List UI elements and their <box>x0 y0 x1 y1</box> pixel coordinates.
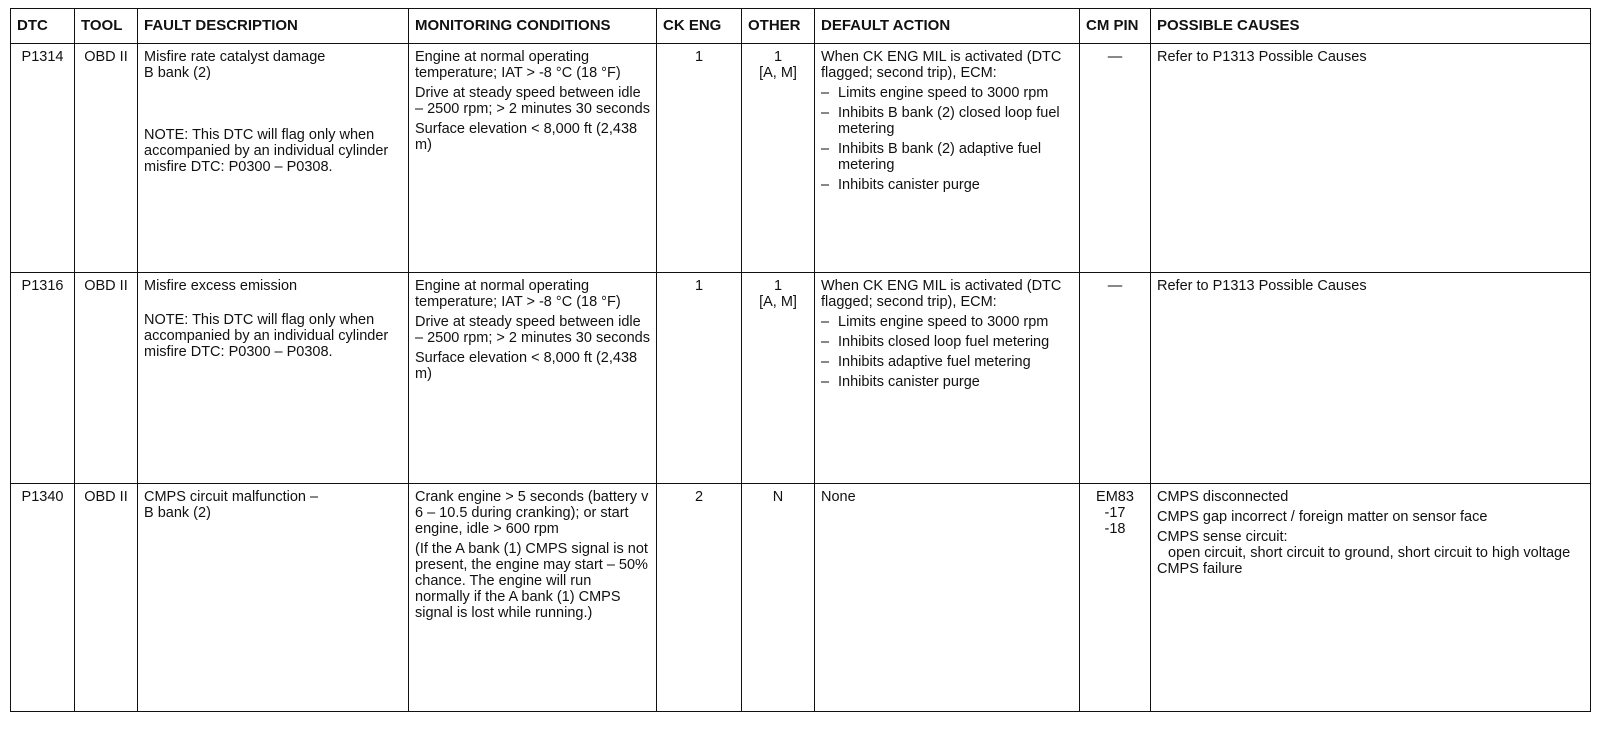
header-fault-description: FAULT DESCRIPTION <box>138 9 409 44</box>
tool-cell: OBD II <box>75 44 138 273</box>
default-action-text: Inhibits canister purge <box>838 374 980 390</box>
possible-causes-cell <box>1151 484 1591 712</box>
default-action-intro: When CK ENG MIL is activated (DTC flagged; second trip), ECM: <box>821 278 1062 310</box>
default-action-item <box>821 85 1073 101</box>
fault-description-cell <box>138 44 409 273</box>
header-default-action: DEFAULT ACTION <box>815 9 1080 44</box>
other-value: N <box>772 489 784 505</box>
other-value: 1 <box>773 49 783 65</box>
default-action-item <box>821 334 1073 350</box>
monitoring-condition: Engine at normal operating temperature; IAT > -8 °C (18 °F) <box>415 278 621 310</box>
default-action-item <box>821 314 1073 330</box>
default-action-item <box>821 141 1073 173</box>
possible-cause: CMPS failure <box>1157 561 1243 577</box>
default-action-cell <box>815 44 1080 273</box>
fault-note: NOTE: This DTC will flag only when accompanied by an individual cylinder misfire DTC: P0300 – P0308. <box>144 127 389 175</box>
tool-cell: OBD II <box>75 273 138 484</box>
dtc-code-cell: P1316 <box>11 273 75 484</box>
monitoring-condition: Engine at normal operating temperature; IAT > -8 °C (18 °F) <box>415 49 621 81</box>
possible-causes-cell: Refer to P1313 Possible Causes <box>1151 273 1591 484</box>
dash-bullet: – <box>821 85 830 101</box>
dash-bullet: – <box>821 354 830 370</box>
fault-line: Misfire rate catalyst damage <box>144 49 326 65</box>
fault-description-cell <box>138 273 409 484</box>
table-row <box>11 273 1591 484</box>
fault-line: CMPS circuit malfunction – <box>144 489 319 505</box>
fault-note: NOTE: This DTC will flag only when accompanied by an individual cylinder misfire DTC: P0300 – P0308. <box>144 312 389 360</box>
monitoring-condition: Drive at steady speed between idle – 2500 rpm; > 2 minutes 30 seconds <box>415 85 650 117</box>
ck-eng-cell: 2 <box>657 484 742 712</box>
fault-description-cell <box>138 484 409 712</box>
dash-bullet: – <box>821 314 830 330</box>
cm-pin-value: -18 <box>1104 521 1126 537</box>
cm-pin-cell <box>1080 484 1151 712</box>
dtc-code-cell: P1340 <box>11 484 75 712</box>
table-row <box>11 44 1591 273</box>
default-action-item <box>821 354 1073 370</box>
possible-causes-cell: Refer to P1313 Possible Causes <box>1151 44 1591 273</box>
header-dtc: DTC <box>11 9 75 44</box>
header-other: OTHER <box>742 9 815 44</box>
dash-bullet: – <box>821 177 830 193</box>
default-action-text: Inhibits B bank (2) closed loop fuel metering <box>838 105 1060 137</box>
possible-cause-detail: open circuit, short circuit to ground, short circuit to high voltage <box>1168 545 1571 561</box>
default-action-item <box>821 177 1073 193</box>
header-cm-pin: CM PIN <box>1080 9 1151 44</box>
default-action-cell: None <box>815 484 1080 712</box>
monitoring-condition: Surface elevation < 8,000 ft (2,438 m) <box>415 350 638 382</box>
default-action-text: Limits engine speed to 3000 rpm <box>838 314 1049 330</box>
header-monitoring-conditions: MONITORING CONDITIONS <box>409 9 657 44</box>
possible-cause: CMPS sense circuit: <box>1157 529 1288 545</box>
monitoring-condition: Drive at steady speed between idle – 2500 rpm; > 2 minutes 30 seconds <box>415 314 650 346</box>
cm-pin-value: EM83 <box>1096 489 1134 505</box>
dash-bullet: – <box>821 105 830 121</box>
fault-line: B bank (2) <box>144 65 211 81</box>
header-possible-causes: POSSIBLE CAUSES <box>1151 9 1591 44</box>
dtc-code-cell: P1314 <box>11 44 75 273</box>
monitoring-conditions-cell <box>409 273 657 484</box>
fault-line: B bank (2) <box>144 505 211 521</box>
fault-line: Misfire excess emission <box>144 278 298 294</box>
header-row <box>11 9 1591 44</box>
default-action-text: Inhibits canister purge <box>838 177 980 193</box>
tool-cell: OBD II <box>75 484 138 712</box>
table-row <box>11 484 1591 712</box>
other-flags: [A, M] <box>759 65 797 81</box>
header-tool: TOOL <box>75 9 138 44</box>
default-action-cell <box>815 273 1080 484</box>
ck-eng-cell: 1 <box>657 44 742 273</box>
cm-pin-cell: — <box>1080 273 1151 484</box>
monitoring-conditions-cell <box>409 484 657 712</box>
other-cell <box>742 44 815 273</box>
other-cell <box>742 273 815 484</box>
cm-pin-cell: — <box>1080 44 1151 273</box>
dtc-table <box>10 8 1591 712</box>
default-action-text: Inhibits closed loop fuel metering <box>838 334 1050 350</box>
other-flags: [A, M] <box>759 294 797 310</box>
cm-pin-value: -17 <box>1104 505 1126 521</box>
dash-bullet: – <box>821 374 830 390</box>
possible-cause: CMPS disconnected <box>1157 489 1289 505</box>
monitoring-condition: Crank engine > 5 seconds (battery v 6 – 10.5 during cranking); or start engine, idle > 600 rpm <box>415 489 649 537</box>
default-action-item <box>821 374 1073 390</box>
default-action-intro: When CK ENG MIL is activated (DTC flagged; second trip), ECM: <box>821 49 1062 81</box>
default-action-text: Limits engine speed to 3000 rpm <box>838 85 1049 101</box>
default-action-text: Inhibits B bank (2) adaptive fuel metering <box>838 141 1042 173</box>
default-action-item <box>821 105 1073 137</box>
dash-bullet: – <box>821 141 830 157</box>
dash-bullet: – <box>821 334 830 350</box>
other-value: 1 <box>773 278 783 294</box>
other-cell <box>742 484 815 712</box>
monitoring-condition: (If the A bank (1) CMPS signal is not present, the engine may start – 50% chance. The engine will run normally if the A bank (1) CMPS signal is lost while running.) <box>415 541 648 621</box>
ck-eng-cell: 1 <box>657 273 742 484</box>
default-action-text: Inhibits adaptive fuel metering <box>838 354 1031 370</box>
possible-cause: CMPS gap incorrect / foreign matter on sensor face <box>1157 509 1488 525</box>
monitoring-condition: Surface elevation < 8,000 ft (2,438 m) <box>415 121 638 153</box>
monitoring-conditions-cell <box>409 44 657 273</box>
header-ck-eng: CK ENG <box>657 9 742 44</box>
